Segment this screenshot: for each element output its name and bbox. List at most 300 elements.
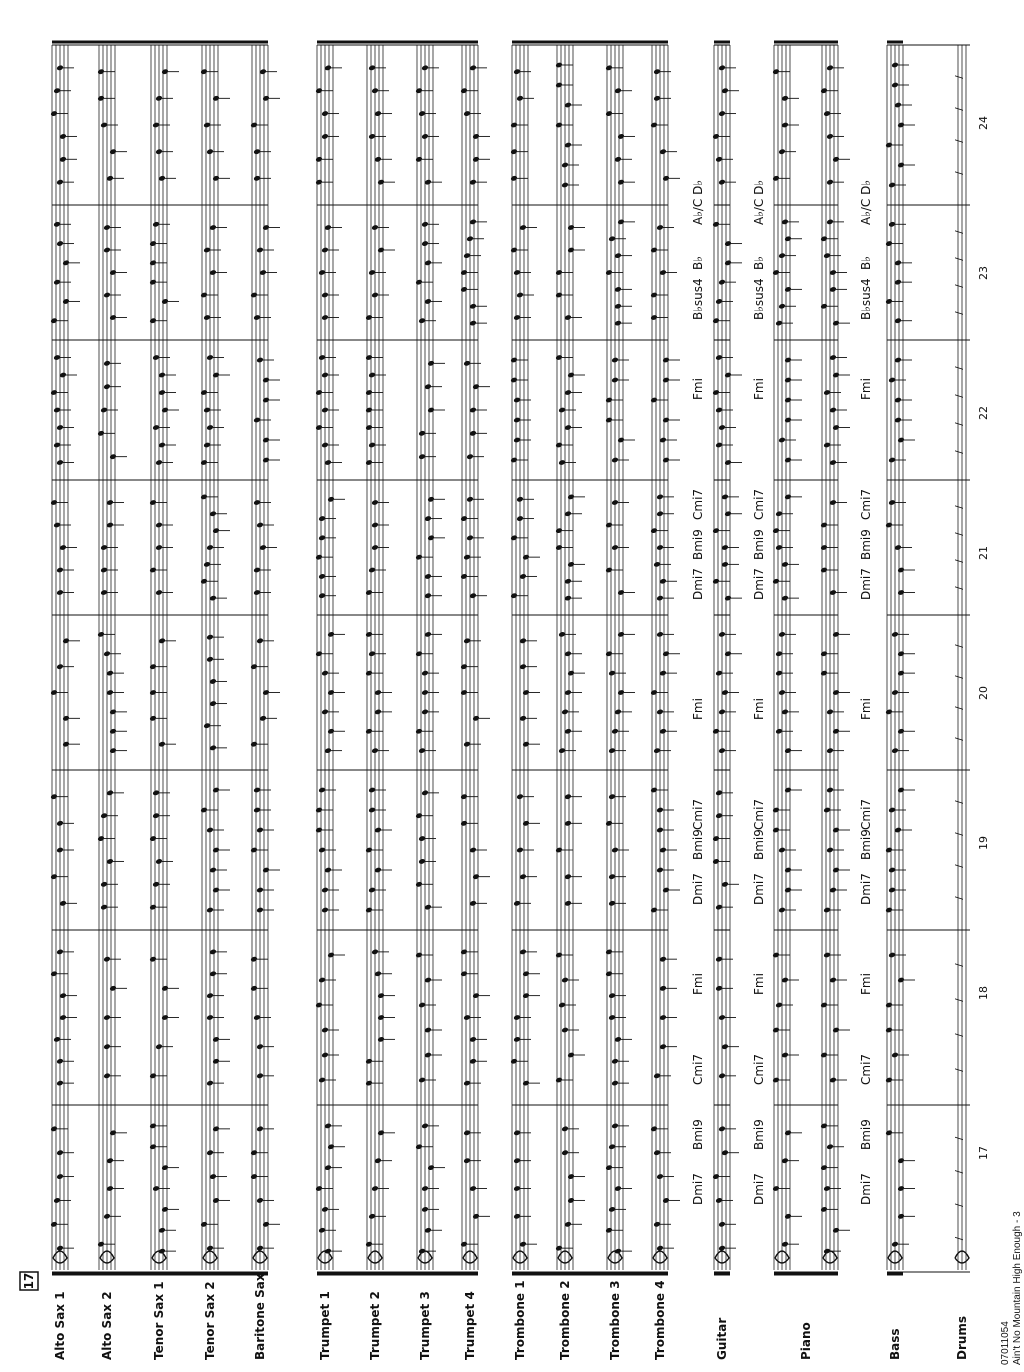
chord-symbol: B♭	[859, 256, 873, 270]
instrument-label: Trombone 4	[653, 1280, 667, 1360]
drum-slash: /	[954, 450, 965, 454]
notehead	[149, 904, 157, 911]
notehead	[555, 1245, 563, 1252]
drum-slash: /	[954, 366, 965, 370]
chord-symbol: Fmi	[859, 698, 873, 720]
notehead	[650, 1126, 658, 1133]
notehead	[415, 1143, 423, 1150]
notehead	[365, 670, 373, 677]
notehead	[206, 1080, 214, 1087]
drum-slash: /	[954, 75, 965, 79]
staff	[52, 45, 68, 1272]
notehead	[784, 417, 792, 424]
chord-symbol: B♭sus4	[752, 278, 766, 320]
notehead	[50, 1221, 58, 1228]
notehead	[256, 907, 264, 914]
instrument-label: Trumpet 3	[418, 1291, 432, 1360]
chord-symbol: Bmi9	[752, 829, 766, 860]
notehead	[56, 1173, 64, 1180]
notehead	[522, 992, 530, 999]
notehead	[820, 1164, 828, 1171]
chord-symbol: A♭/C D♭	[752, 179, 766, 225]
notehead	[149, 499, 157, 506]
notehead	[650, 689, 658, 696]
notehead	[365, 1058, 373, 1065]
notehead	[50, 110, 58, 117]
notehead	[724, 260, 732, 267]
notehead	[472, 873, 480, 880]
drum-slash: /	[954, 171, 965, 175]
notehead	[617, 437, 625, 444]
staff	[822, 45, 838, 1272]
notehead	[820, 1123, 828, 1130]
notehead	[109, 314, 117, 321]
notehead	[662, 417, 670, 424]
notehead	[897, 567, 905, 574]
notehead	[365, 389, 373, 396]
section-bracket	[52, 42, 268, 1274]
notehead	[724, 240, 732, 247]
notehead	[466, 235, 474, 242]
drum-slash: /	[954, 284, 965, 288]
notehead	[567, 247, 575, 254]
notehead	[149, 1143, 157, 1150]
notehead	[460, 970, 468, 977]
notehead	[516, 847, 524, 854]
notehead	[415, 554, 423, 561]
notehead	[321, 1027, 329, 1034]
instrument-label: Trombone 2	[558, 1280, 572, 1360]
notehead	[212, 1126, 220, 1133]
notehead	[712, 1173, 720, 1180]
notehead	[897, 670, 905, 677]
notehead	[56, 459, 64, 466]
notehead	[650, 907, 658, 914]
notehead	[155, 1043, 163, 1050]
chord-symbol: Bmi9	[752, 529, 766, 560]
notehead	[262, 867, 270, 874]
notehead	[315, 554, 323, 561]
notehead	[50, 1126, 58, 1133]
notehead	[510, 592, 518, 599]
notehead	[56, 820, 64, 827]
notehead	[885, 1002, 893, 1009]
instrument-label: Trombone 3	[608, 1280, 622, 1360]
notehead	[656, 631, 664, 638]
drum-slash: /	[954, 675, 965, 679]
notehead	[605, 820, 613, 827]
notehead	[772, 1027, 780, 1034]
notehead	[772, 952, 780, 959]
notehead	[724, 459, 732, 466]
notehead	[321, 372, 329, 379]
notehead	[421, 689, 429, 696]
notehead	[161, 298, 169, 305]
notehead	[784, 1213, 792, 1220]
notehead	[327, 1143, 335, 1150]
notehead	[377, 1130, 385, 1137]
notehead	[605, 522, 613, 529]
notehead	[256, 638, 264, 645]
chord-symbol: Cmi7	[859, 798, 873, 830]
chord-symbol: Dmi7	[691, 568, 705, 600]
chord-symbol: Bmi9	[859, 1119, 873, 1150]
notehead	[206, 148, 214, 155]
chord-symbol: Dmi7	[691, 873, 705, 905]
notehead	[712, 389, 720, 396]
notehead	[510, 247, 518, 254]
notehead	[826, 747, 834, 754]
notehead	[256, 827, 264, 834]
notehead	[103, 1213, 111, 1220]
drum-slash: /	[954, 737, 965, 741]
notehead	[421, 709, 429, 716]
notehead	[371, 224, 379, 231]
drum-slash: /	[954, 644, 965, 648]
chord-symbol: Fmi	[752, 698, 766, 720]
notehead	[421, 670, 429, 677]
notehead	[712, 728, 720, 735]
chord-symbol: Cmi7	[691, 1053, 705, 1085]
chord-symbol: Dmi7	[859, 873, 873, 905]
notehead	[460, 949, 468, 956]
notehead	[510, 535, 518, 542]
notehead	[262, 437, 270, 444]
notehead	[778, 907, 786, 914]
notehead	[315, 650, 323, 657]
notehead	[149, 715, 157, 722]
notehead	[103, 650, 111, 657]
notehead	[718, 1126, 726, 1133]
notehead	[832, 424, 840, 431]
notehead	[109, 453, 117, 460]
drum-slash: /	[954, 1203, 965, 1207]
notehead	[50, 389, 58, 396]
notehead	[321, 133, 329, 140]
notehead	[561, 977, 569, 984]
staff-systems	[52, 42, 970, 1274]
notehead	[772, 1185, 780, 1192]
notehead	[315, 179, 323, 186]
notehead	[662, 887, 670, 894]
notehead	[377, 179, 385, 186]
notehead	[718, 709, 726, 716]
staff	[714, 45, 730, 1272]
notehead	[256, 1043, 264, 1050]
notehead	[262, 397, 270, 404]
drum-slash: /	[954, 896, 965, 900]
notehead	[885, 1077, 893, 1084]
chord-symbol: B♭	[691, 256, 705, 270]
notehead	[365, 907, 373, 914]
notehead	[212, 1058, 220, 1065]
instrument-label: Trombone 1	[513, 1280, 527, 1360]
notehead	[62, 741, 70, 748]
notehead	[784, 235, 792, 242]
notehead	[784, 787, 792, 794]
notehead	[315, 156, 323, 163]
notehead	[897, 787, 905, 794]
notehead	[315, 389, 323, 396]
notehead	[724, 372, 732, 379]
notehead	[50, 793, 58, 800]
notehead	[365, 589, 373, 596]
drum-slash: /	[954, 706, 965, 710]
drum-slash: /	[954, 998, 965, 1002]
notehead	[371, 292, 379, 299]
notehead	[149, 279, 157, 286]
notehead	[778, 252, 786, 259]
notehead	[50, 970, 58, 977]
notehead	[778, 437, 786, 444]
notehead	[62, 298, 70, 305]
notehead	[206, 1149, 214, 1156]
instrument-labels	[53, 1273, 969, 1360]
notehead	[555, 527, 563, 534]
notehead	[315, 807, 323, 814]
notehead	[826, 847, 834, 854]
notehead	[256, 887, 264, 894]
drum-slash: /	[954, 107, 965, 111]
notehead	[212, 372, 220, 379]
notehead	[897, 437, 905, 444]
drum-slash: /	[954, 422, 965, 426]
notehead	[365, 459, 373, 466]
notehead	[371, 544, 379, 551]
notehead	[662, 357, 670, 364]
notehead	[718, 1014, 726, 1021]
notehead	[567, 1197, 575, 1204]
notehead	[315, 87, 323, 94]
chord-symbol: Dmi7	[859, 568, 873, 600]
notehead	[820, 87, 828, 94]
notehead	[103, 1073, 111, 1080]
notehead	[97, 835, 105, 842]
notehead	[555, 952, 563, 959]
notehead	[200, 68, 208, 75]
notehead	[772, 578, 780, 585]
rehearsal-mark: 17	[22, 1272, 36, 1290]
notehead	[662, 1197, 670, 1204]
notehead	[56, 65, 64, 72]
notehead	[784, 867, 792, 874]
notehead	[212, 175, 220, 182]
notehead	[662, 650, 670, 657]
notehead	[778, 631, 786, 638]
drum-slash: /	[954, 559, 965, 563]
notehead	[561, 709, 569, 716]
notehead	[778, 689, 786, 696]
notehead	[250, 1173, 258, 1180]
notehead	[97, 1241, 105, 1248]
notehead	[611, 1123, 619, 1130]
notehead	[712, 858, 720, 865]
notehead	[250, 847, 258, 854]
chord-symbol: Bmi9	[691, 829, 705, 860]
notehead	[897, 650, 905, 657]
chord-symbol: Fmi	[691, 378, 705, 400]
notehead	[832, 1027, 840, 1034]
chord-symbol: Fmi	[691, 698, 705, 720]
notehead	[56, 1149, 64, 1156]
drum-slash: /	[954, 139, 965, 143]
notehead	[415, 156, 423, 163]
notehead	[321, 110, 329, 117]
notehead	[778, 148, 786, 155]
notehead	[820, 650, 828, 657]
notehead	[103, 247, 111, 254]
notehead	[415, 952, 423, 959]
notehead	[262, 377, 270, 384]
notehead	[784, 357, 792, 364]
notehead	[365, 407, 373, 414]
chord-symbol: Fmi	[859, 973, 873, 995]
notehead	[611, 1080, 619, 1087]
notehead	[772, 1077, 780, 1084]
instrument-label: Trumpet 1	[318, 1291, 332, 1360]
notehead	[161, 1014, 169, 1021]
drum-slash: /	[954, 230, 965, 234]
footer-title: Ain't No Mountain High Enough - 3	[1012, 1211, 1023, 1365]
notehead	[897, 1185, 905, 1192]
notehead	[327, 496, 335, 503]
notehead	[605, 567, 613, 574]
notehead	[97, 68, 105, 75]
notehead	[97, 430, 105, 437]
notehead	[427, 496, 435, 503]
notehead	[56, 1058, 64, 1065]
notehead	[161, 1206, 169, 1213]
notehead	[605, 110, 613, 117]
notehead	[820, 303, 828, 310]
notehead	[718, 110, 726, 117]
notehead	[62, 715, 70, 722]
notehead	[555, 82, 563, 89]
notehead	[50, 689, 58, 696]
notehead	[662, 377, 670, 384]
notehead	[897, 977, 905, 984]
notehead	[415, 279, 423, 286]
chord-symbol: Cmi7	[752, 798, 766, 830]
notehead	[371, 499, 379, 506]
notehead	[56, 424, 64, 431]
notehead	[50, 317, 58, 324]
notehead	[161, 985, 169, 992]
notehead	[200, 459, 208, 466]
notehead	[149, 240, 157, 247]
notehead	[472, 156, 480, 163]
notehead	[656, 510, 664, 517]
notehead	[421, 133, 429, 140]
notehead	[712, 835, 720, 842]
notehead	[656, 544, 664, 551]
notehead	[567, 1052, 575, 1059]
notehead	[109, 1130, 117, 1137]
notehead	[415, 650, 423, 657]
notehead	[256, 1073, 264, 1080]
notehead	[561, 162, 569, 169]
notehead	[662, 175, 670, 182]
chord-symbol: Dmi7	[691, 1173, 705, 1205]
notehead	[555, 1077, 563, 1084]
notehead	[718, 279, 726, 286]
notehead	[561, 182, 569, 189]
notehead	[555, 122, 563, 129]
notehead	[212, 527, 220, 534]
notehead	[212, 787, 220, 794]
notehead	[510, 457, 518, 464]
notehead	[516, 496, 524, 503]
notehead	[897, 589, 905, 596]
notation-marks	[50, 62, 965, 1255]
notehead	[427, 407, 435, 414]
notehead	[712, 221, 720, 228]
notehead	[109, 985, 117, 992]
measure-number: 18	[977, 986, 990, 1000]
notehead	[161, 407, 169, 414]
notehead	[784, 494, 792, 501]
section-bracket	[774, 42, 838, 1274]
chord-symbol: Bmi9	[859, 529, 873, 560]
notehead	[149, 663, 157, 670]
notehead	[327, 952, 335, 959]
notehead	[421, 240, 429, 247]
notehead	[605, 1227, 613, 1234]
notehead	[262, 224, 270, 231]
drum-slash: /	[954, 864, 965, 868]
section-bracket	[317, 42, 478, 1274]
staff	[151, 45, 167, 1272]
notehead	[617, 179, 625, 186]
measure-number: 22	[977, 406, 990, 420]
notehead	[784, 887, 792, 894]
notehead	[718, 65, 726, 72]
chord-symbol: Dmi7	[752, 568, 766, 600]
footer-code: 07011054	[1000, 1321, 1011, 1365]
notehead	[97, 95, 105, 102]
measure-number: 20	[977, 686, 990, 700]
notehead	[377, 1014, 385, 1021]
notehead	[155, 522, 163, 529]
notehead	[206, 634, 214, 641]
section-bracket	[512, 42, 668, 1274]
notehead	[460, 269, 468, 276]
rehearsal-box	[20, 1272, 38, 1290]
notehead	[472, 383, 480, 390]
drum-slash: /	[954, 1170, 965, 1174]
notehead	[510, 122, 518, 129]
notehead	[460, 793, 468, 800]
notehead	[421, 221, 429, 228]
notehead	[778, 303, 786, 310]
chord-symbol: Dmi7	[859, 1173, 873, 1205]
chord-symbol: Dmi7	[752, 873, 766, 905]
notehead	[724, 650, 732, 657]
notehead	[212, 887, 220, 894]
chord-symbol: Cmi7	[859, 1053, 873, 1085]
notehead	[262, 1221, 270, 1228]
notehead	[897, 728, 905, 735]
notehead	[371, 522, 379, 529]
notehead	[50, 499, 58, 506]
chord-symbol: Cmi7	[752, 1053, 766, 1085]
notehead	[109, 148, 117, 155]
notehead	[820, 1052, 828, 1059]
notehead	[56, 1245, 64, 1252]
notehead	[250, 1149, 258, 1156]
notehead	[206, 424, 214, 431]
notehead	[371, 949, 379, 956]
